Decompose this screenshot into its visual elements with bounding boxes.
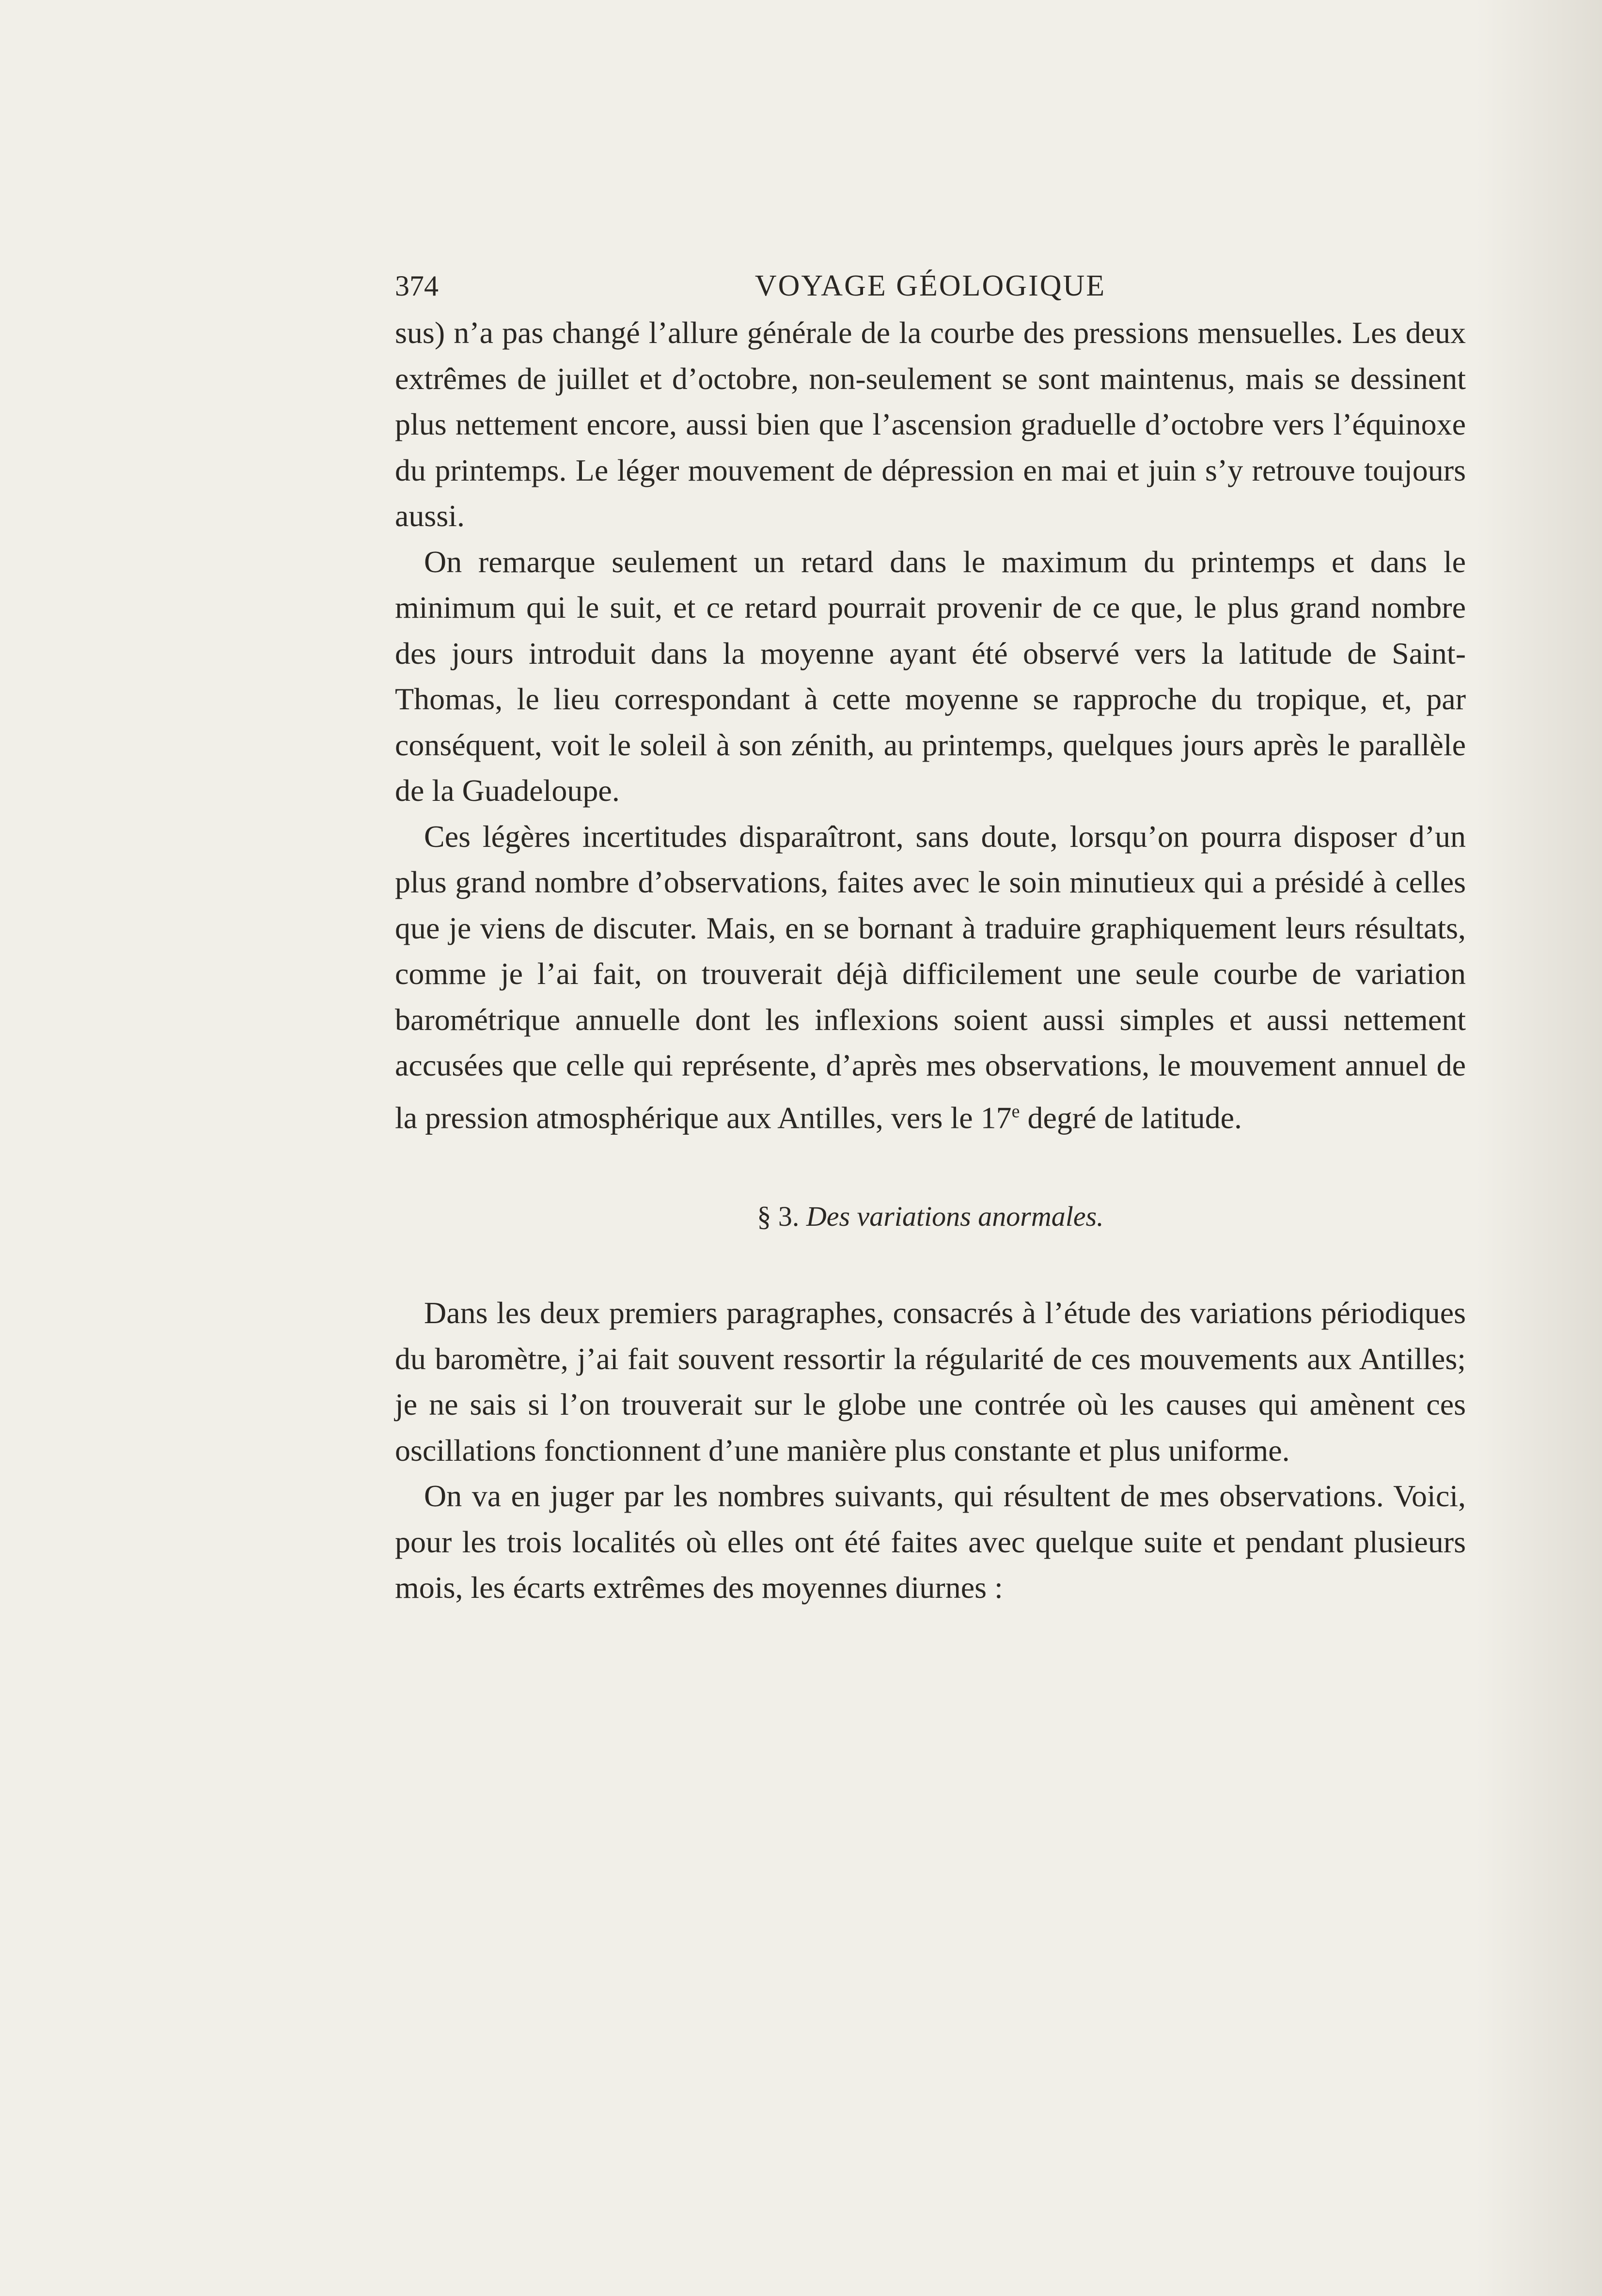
section-title: Des variations anormales. (806, 1201, 1104, 1233)
paragraph-3-tail: degré de latitude. (1020, 1100, 1242, 1135)
text-block (395, 262, 1466, 1611)
running-title: VOYAGE GÉOLOGIQUE (754, 269, 1106, 302)
superscript-e: e (1011, 1101, 1020, 1122)
page-number: 374 (395, 270, 439, 302)
paragraph-3 (395, 814, 1466, 1141)
paragraph-2: On remarque seulement un retard dans le maximum du printemps et dans le minimum qui le suit, et ce retard pourrait provenir de ce que, le plus grand nombre des jours introduit dans la moyenne ayant été observé vers la latitude de Saint-Thomas, le lieu correspondant à cette moyenne se rapproche du tropique, et, par conséquent, voit le soleil à son zénith, au printemps, quelques jours après le parallèle de la Guadeloupe. (395, 544, 1466, 808)
section-sign: § 3. (757, 1201, 800, 1233)
page-edge-shadow (1476, 0, 1602, 2296)
paragraph-5: On va en juger par les nombres suivants, qui résultent de mes observations. Voici, pour les trois localités où elles ont été faites avec quelque suite et pendant plusieurs mois, les écarts extrêmes des moyennes diurnes : (395, 1479, 1466, 1605)
paragraph-1: sus) n’a pas changé l’allure générale de la courbe des pressions mensuelles. Les deux extrêmes de juillet et d’octobre, non-seulement se sont maintenus, mais se dessinent plus nettement encore, aussi bien que l’ascension graduelle d’octobre vers l’équinoxe du printemps. Le léger mouvement de dépression en mai et juin s’y retrouve toujours aussi. (395, 315, 1466, 533)
section-heading (395, 1194, 1466, 1239)
paragraph-3-text: Ces légères incertitudes disparaîtront, sans doute, lorsqu’on pourra disposer d’un plus grand nombre d’observations, faites avec le soin minutieux qui a présidé à celles que je viens de discuter. Mais, en se bornant à traduire graphiquement leurs résultats, comme je l’ai fait, on trouverait déjà difficilement une seule courbe de variation barométrique annuelle dont les inflexions soient aussi simples et aussi nettement accusées que celle qui représente, d’après mes observations, le mouvement annuel de la pression atmosphérique aux Antilles, vers le 17 (395, 819, 1466, 1135)
running-head (395, 262, 1466, 310)
paragraph-4: Dans les deux premiers paragraphes, consacrés à l’étude des variations périodiques du baromètre, j’ai fait souvent ressortir la régularité de ces mouvements aux Antilles; je ne sais si l’on trouverait sur le globe une contrée où les causes qui amènent ces oscillations fonctionnent d’une manière plus constante et plus uniforme. (395, 1296, 1466, 1468)
